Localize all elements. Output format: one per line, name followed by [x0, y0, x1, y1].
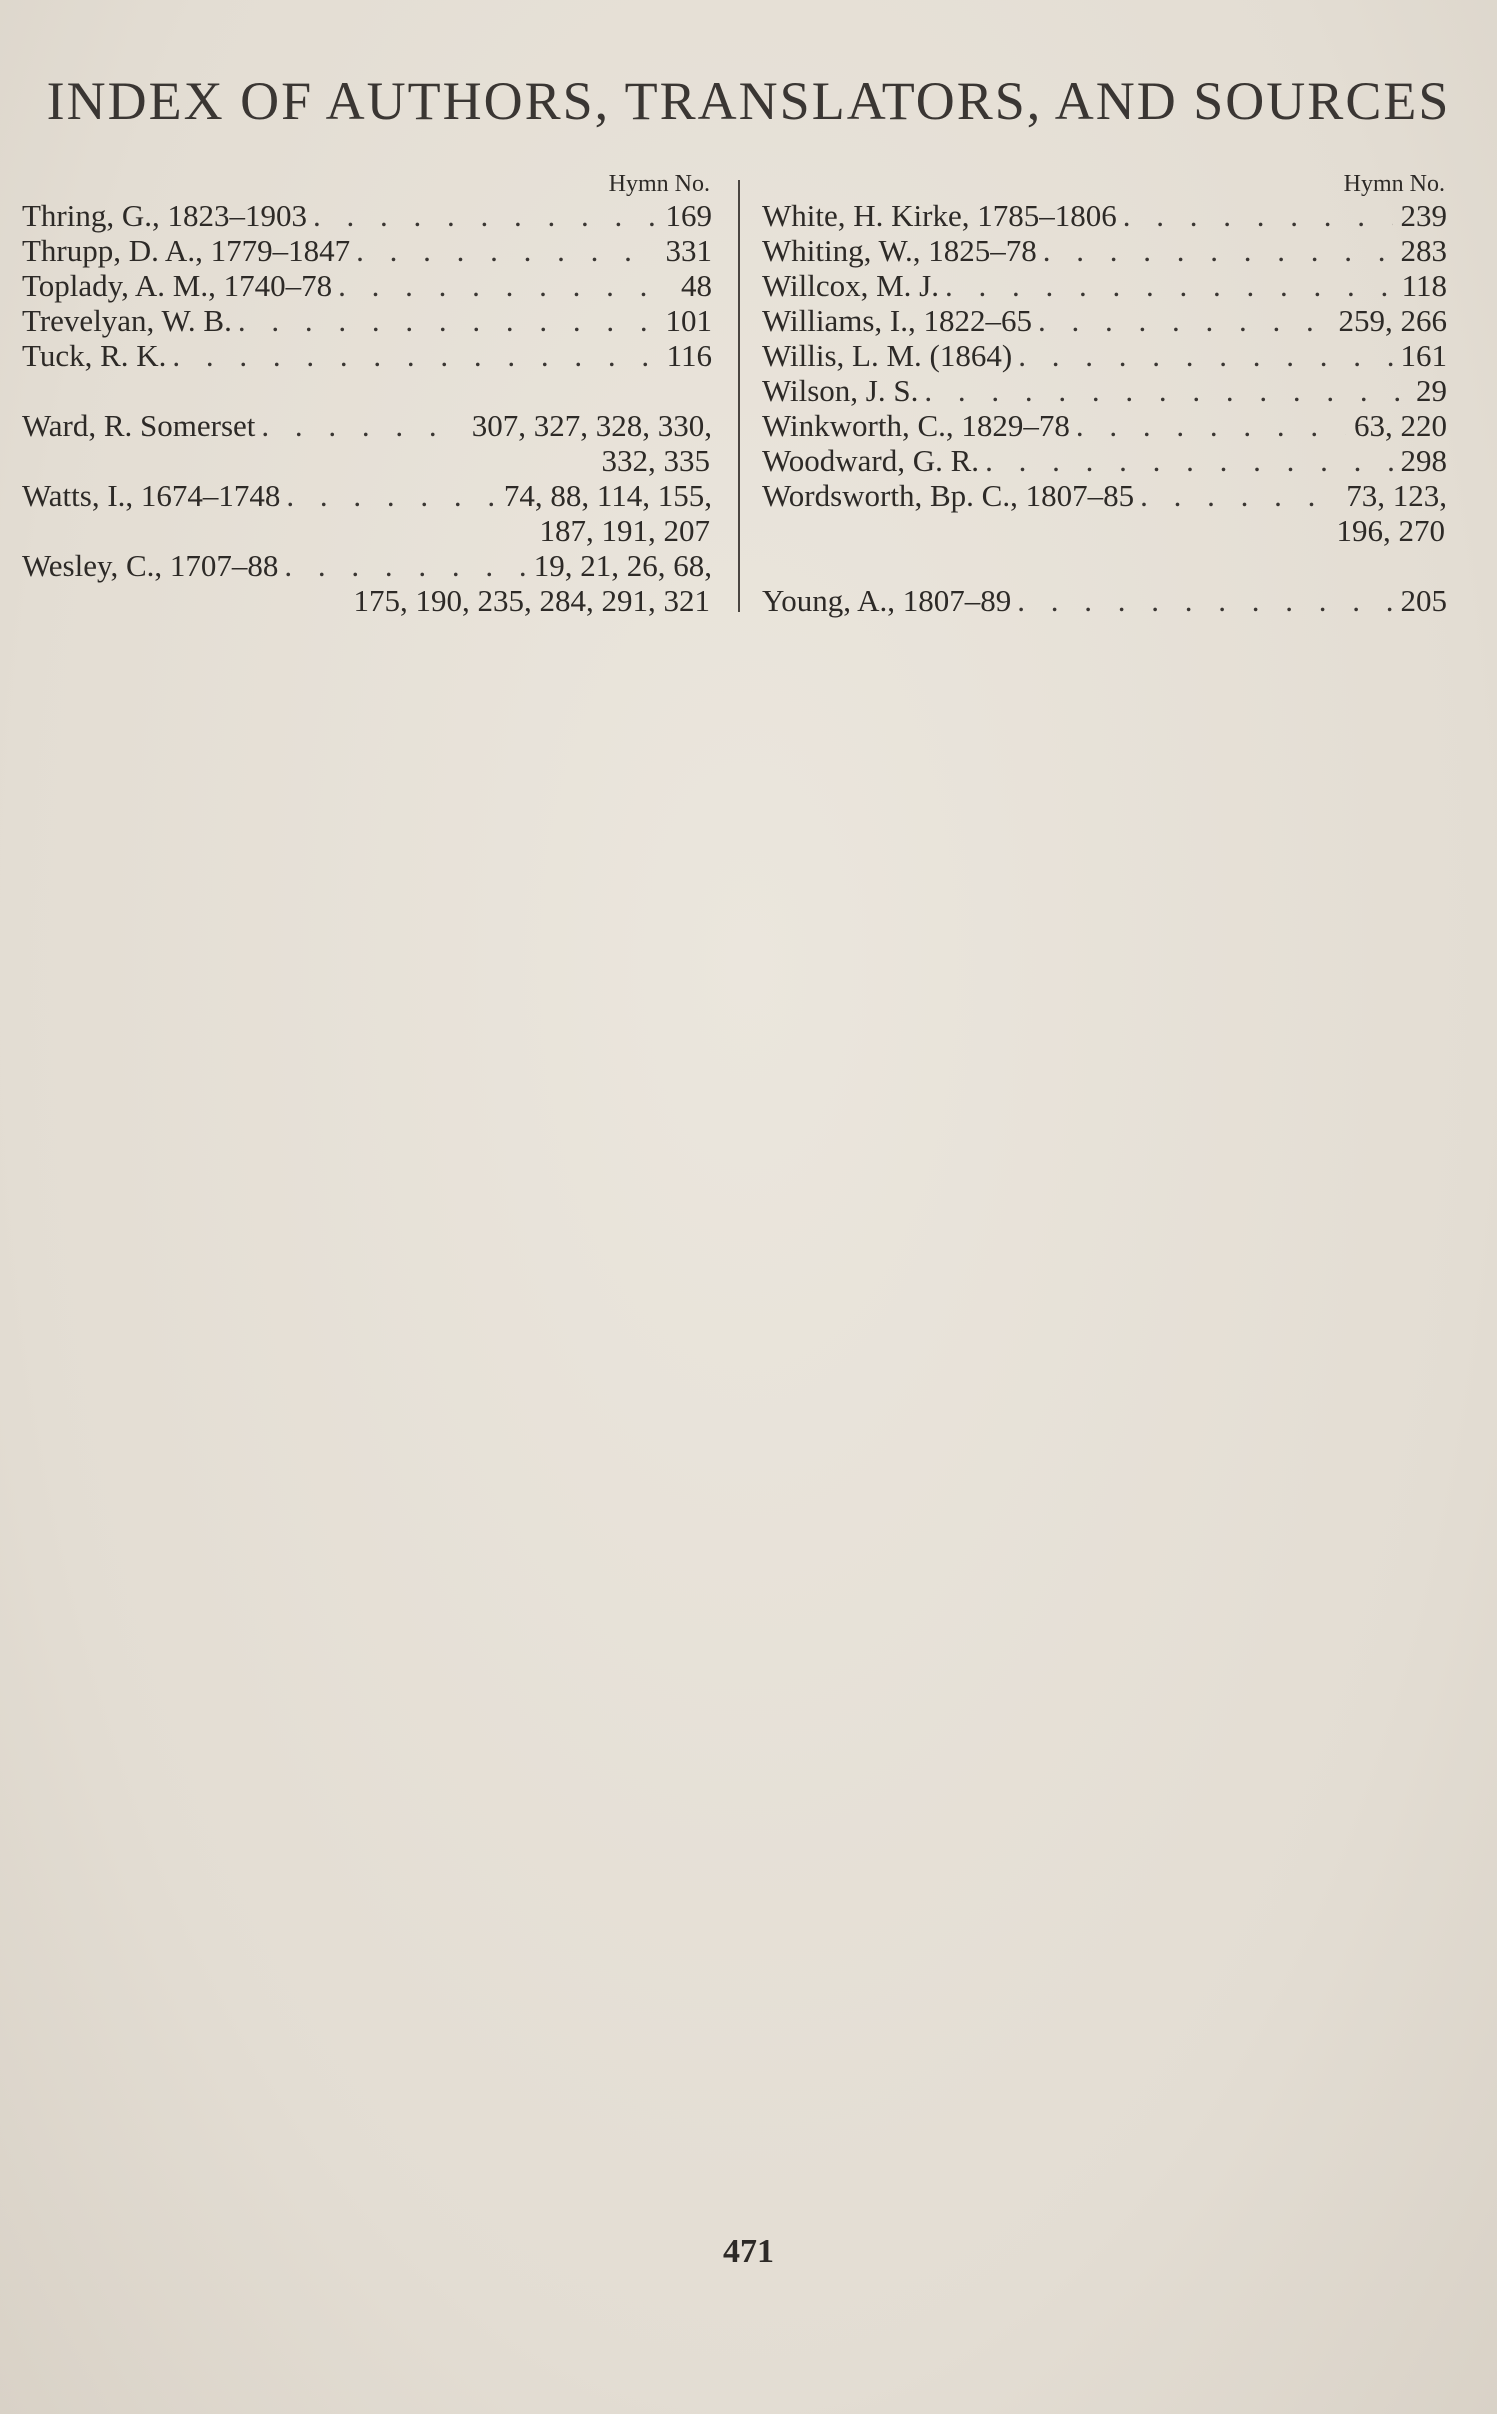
index-entry [762, 338, 1447, 373]
hymn-number-header: Hymn No. [1343, 171, 1445, 197]
dot-leader [1134, 478, 1338, 513]
entry-hymn-numbers: 116 [666, 338, 712, 373]
index-entry [762, 233, 1447, 268]
entry-name: Wesley, C., 1707–88 [22, 548, 279, 583]
index-entry [762, 198, 1447, 233]
section-gap [22, 373, 712, 408]
entry-name: Wilson, J. S. [762, 373, 919, 408]
index-column-right [762, 170, 1447, 618]
entry-hymn-numbers-continued: 196, 270 [1336, 513, 1445, 548]
dot-leader [1011, 583, 1392, 618]
entry-hymn-numbers: 19, 21, 26, 68, [533, 548, 712, 583]
entry-hymn-numbers: 169 [665, 198, 712, 233]
index-entry [762, 268, 1447, 303]
entry-hymn-numbers: 73, 123, [1346, 478, 1447, 513]
entry-name: Winkworth, C., 1829–78 [762, 408, 1070, 443]
index-entry [22, 338, 712, 373]
page-title: INDEX OF AUTHORS, TRANSLATORS, AND SOURCES [46, 71, 1451, 131]
entry-name: Williams, I., 1822–65 [762, 303, 1032, 338]
entry-name: Ward, R. Somerset [22, 408, 256, 443]
entry-hymn-numbers: 283 [1400, 233, 1447, 268]
index-entry [22, 408, 712, 478]
entry-hymn-numbers-continued: 175, 190, 235, 284, 291, 321 [353, 583, 710, 618]
dot-leader [1070, 408, 1346, 443]
index-entry [22, 548, 712, 618]
entry-hymn-numbers: 29 [1416, 373, 1447, 408]
entry-name: Toplady, A. M., 1740–78 [22, 268, 333, 303]
entry-name: Willcox, M. J. [762, 268, 939, 303]
entry-hymn-numbers-continued: 187, 191, 207 [539, 513, 710, 548]
section-gap [762, 548, 1447, 583]
index-entry [22, 198, 712, 233]
entry-name: Trevelyan, W. B. [22, 303, 232, 338]
dot-leader [232, 303, 658, 338]
entry-name: Thring, G., 1823–1903 [22, 198, 308, 233]
entry-hymn-numbers: 259, 266 [1338, 303, 1447, 338]
dot-leader [1117, 198, 1393, 233]
entry-name: Watts, I., 1674–1748 [22, 478, 281, 513]
entry-hymn-numbers-continued: 332, 335 [601, 443, 710, 478]
dot-leader [1037, 233, 1393, 268]
entry-hymn-numbers: 48 [681, 268, 712, 303]
entry-name: Young, A., 1807–89 [762, 583, 1012, 618]
hymn-number-header: Hymn No. [608, 171, 710, 197]
entry-hymn-numbers: 331 [665, 233, 712, 268]
dot-leader [280, 478, 495, 513]
index-entry [762, 408, 1447, 443]
page-number: 471 [723, 2233, 774, 2270]
index-entry [22, 478, 712, 548]
index-entry [762, 303, 1447, 338]
dot-leader [350, 233, 657, 268]
dot-leader [255, 408, 463, 443]
entry-hymn-numbers: 74, 88, 114, 155, [503, 478, 712, 513]
entry-hymn-numbers: 205 [1400, 583, 1447, 618]
entry-hymn-numbers: 307, 327, 328, 330, [471, 408, 712, 443]
index-entry [762, 478, 1447, 548]
dot-leader [1012, 338, 1392, 373]
entry-name: Wordsworth, Bp. C., 1807–85 [762, 478, 1135, 513]
dot-leader [278, 548, 525, 583]
entry-hymn-numbers: 63, 220 [1354, 408, 1447, 443]
entry-hymn-numbers: 118 [1401, 268, 1447, 303]
dot-leader [979, 443, 1392, 478]
index-entry [762, 443, 1447, 478]
index-entry [762, 583, 1447, 618]
entry-name: Willis, L. M. (1864) [762, 338, 1013, 373]
entry-hymn-numbers: 239 [1400, 198, 1447, 233]
index-entry [762, 373, 1447, 408]
index-entry [22, 303, 712, 338]
entry-name: Tuck, R. K. [22, 338, 167, 373]
index-entry [22, 268, 712, 303]
entry-name: Thrupp, D. A., 1779–1847 [22, 233, 351, 268]
index-entry [22, 233, 712, 268]
entry-name: White, H. Kirke, 1785–1806 [762, 198, 1117, 233]
entry-hymn-numbers: 101 [665, 303, 712, 338]
entry-name: Woodward, G. R. [762, 443, 980, 478]
entry-hymn-numbers: 298 [1400, 443, 1447, 478]
index-column-left [22, 170, 712, 618]
dot-leader [332, 268, 673, 303]
entry-hymn-numbers: 161 [1400, 338, 1447, 373]
dot-leader [307, 198, 657, 233]
dot-leader [939, 268, 1394, 303]
column-divider [738, 180, 740, 612]
dot-leader [918, 373, 1408, 408]
entry-name: Whiting, W., 1825–78 [762, 233, 1037, 268]
dot-leader [1032, 303, 1331, 338]
dot-leader [166, 338, 658, 373]
